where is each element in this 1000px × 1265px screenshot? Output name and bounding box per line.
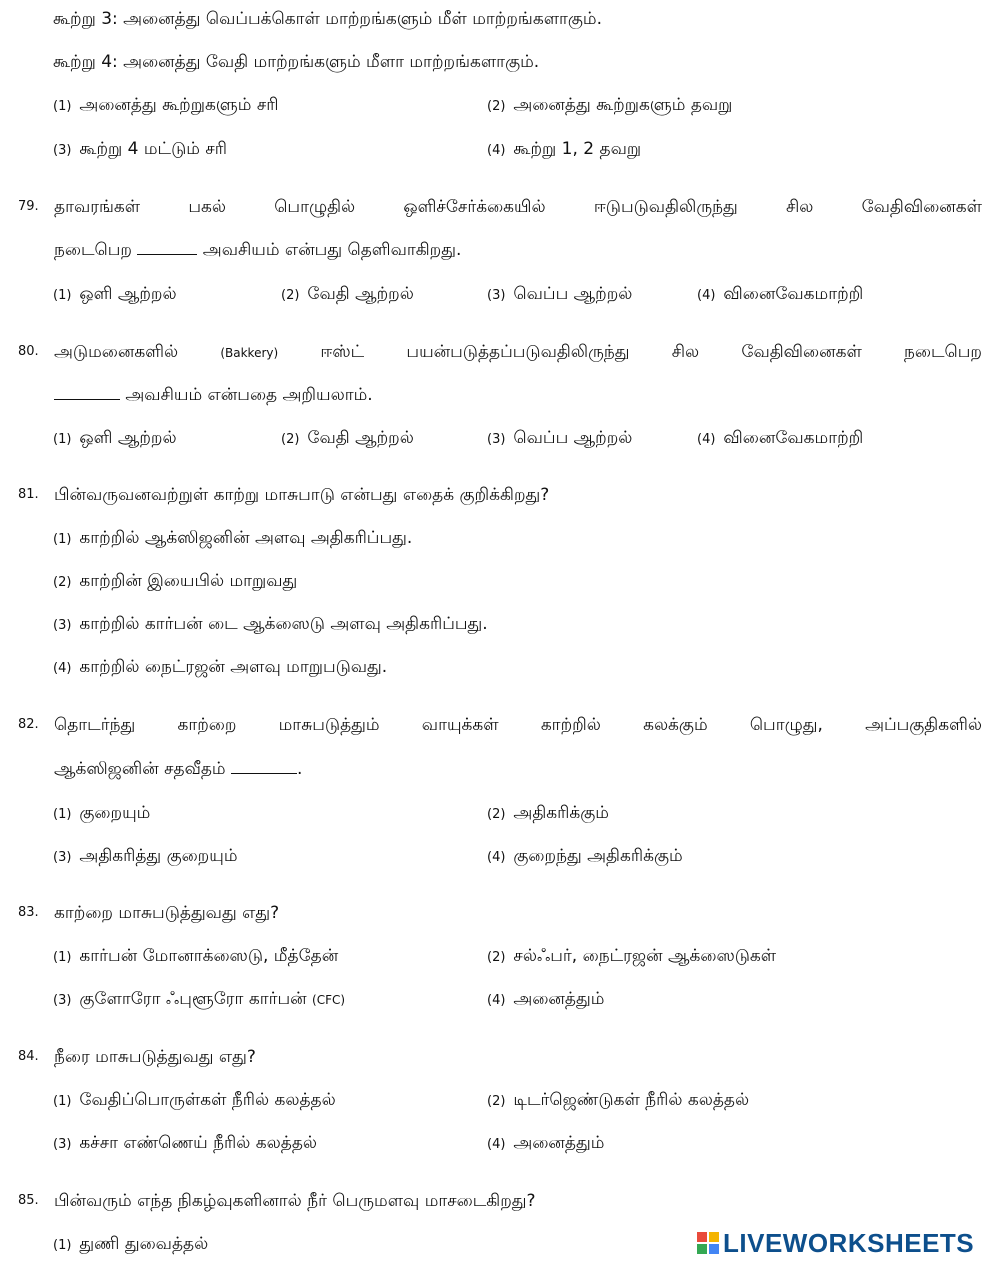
question-text: ஆக்ஸிஜனின் சதவீதம் bbox=[54, 759, 226, 779]
question-number: 81. bbox=[18, 487, 39, 502]
option[interactable]: (2) வேதி ஆற்றல் bbox=[281, 284, 414, 304]
option[interactable]: (4) காற்றில் நைட்ரஜன் அளவு மாறுபடுவது. bbox=[53, 657, 388, 677]
question-number: 84. bbox=[18, 1049, 39, 1064]
question-text: பின்வரும் எந்த நிகழ்வுகளினால் நீர் பெருமளவு மாசடைகிறது? bbox=[54, 1191, 536, 1211]
option[interactable]: (1) துணி துவைத்தல் bbox=[53, 1234, 209, 1254]
option[interactable]: (1) ஒளி ஆற்றல் bbox=[53, 428, 177, 448]
option[interactable]: (2) சல்ஃபர், நைட்ரஜன் ஆக்ஸைடுகள் bbox=[487, 946, 777, 966]
question-number: 79. bbox=[18, 199, 39, 214]
question-number: 83. bbox=[18, 905, 39, 920]
option[interactable]: (1) அனைத்து கூற்றுகளும் சரி bbox=[53, 95, 279, 115]
question-text: பின்வருவனவற்றுள் காற்று மாசுபாடு என்பது எதைக் குறிக்கிறது? bbox=[54, 485, 550, 505]
option[interactable]: (4) அனைத்தும் bbox=[487, 1133, 605, 1153]
question-text: காற்றை மாசுபடுத்துவது எது? bbox=[54, 903, 280, 923]
option[interactable]: (1) குறையும் bbox=[53, 803, 151, 823]
option[interactable]: (1) ஒளி ஆற்றல் bbox=[53, 284, 177, 304]
option[interactable]: (3) வெப்ப ஆற்றல் bbox=[487, 284, 633, 304]
option[interactable]: (4) குறைந்து அதிகரிக்கும் bbox=[487, 846, 683, 866]
question-number: 85. bbox=[18, 1193, 39, 1208]
option[interactable]: (3) குளோரோ ஃபுளூரோ கார்பன் (CFC) bbox=[53, 989, 346, 1009]
option[interactable]: (3) அதிகரித்து குறையும் bbox=[53, 846, 238, 866]
option[interactable]: (2) அதிகரிக்கும் bbox=[487, 803, 609, 823]
option[interactable]: (3) வெப்ப ஆற்றல் bbox=[487, 428, 633, 448]
option[interactable]: (4) கூற்று 1, 2 தவறு bbox=[487, 139, 642, 159]
question-text: அவசியம் என்பதை அறியலாம். bbox=[125, 385, 373, 405]
option[interactable]: (4) வினைவேகமாற்றி bbox=[697, 284, 864, 304]
statement-text: கூற்று 4: அனைத்து வேதி மாற்றங்களும் மீளா மாற்றங்களாகும். bbox=[53, 52, 540, 72]
option[interactable]: (1) வேதிப்பொருள்கள் நீரில் கலத்தல் bbox=[53, 1090, 336, 1110]
question-text: நீரை மாசுபடுத்துவது எது? bbox=[54, 1047, 256, 1067]
option[interactable]: (1) காற்றில் ஆக்ஸிஜனின் அளவு அதிகரிப்பது. bbox=[53, 528, 413, 548]
answer-blank[interactable] bbox=[54, 385, 120, 400]
option[interactable]: (2) காற்றின் இயைபில் மாறுவது bbox=[53, 571, 298, 591]
statement-text: கூற்று 3: அனைத்து வெப்பக்கொள் மாற்றங்களும் மீள் மாற்றங்களாகும். bbox=[53, 9, 603, 29]
question-text: அவசியம் என்பது தெளிவாகிறது. bbox=[202, 240, 462, 260]
option[interactable]: (4) வினைவேகமாற்றி bbox=[697, 428, 864, 448]
option[interactable]: (1) கார்பன் மோனாக்ஸைடு, மீத்தேன் bbox=[53, 946, 339, 966]
option[interactable]: (2) டிடர்ஜெண்டுகள் நீரில் கலத்தல் bbox=[487, 1090, 750, 1110]
question-text: தொடர்ந்து காற்றை மாசுபடுத்தும் வாயுக்கள் காற்றில் கலக்கும் பொழுது, அப்பகுதிகளில் bbox=[54, 715, 982, 735]
answer-blank[interactable] bbox=[137, 240, 197, 255]
option[interactable]: (3) கச்சா எண்ணெய் நீரில் கலத்தல் bbox=[53, 1133, 318, 1153]
liveworksheets-logo-icon bbox=[697, 1232, 719, 1254]
question-text: அடுமனைகளில் (Bakkery) ஈஸ்ட் பயன்படுத்தப்படுவதிலிருந்து சில வேதிவினைகள் நடைபெற bbox=[54, 342, 982, 362]
option[interactable]: (3) காற்றில் கார்பன் டை ஆக்ஸைடு அளவு அதிகரிப்பது. bbox=[53, 614, 488, 634]
answer-blank[interactable] bbox=[231, 759, 297, 774]
option[interactable]: (2) வேதி ஆற்றல் bbox=[281, 428, 414, 448]
liveworksheets-logo bbox=[697, 1227, 975, 1258]
logo-text: LIVEWORKSHEETS bbox=[723, 1227, 975, 1258]
question-text: தாவரங்கள் பகல் பொழுதில் ஒளிச்சேர்க்கையில் ஈடுபடுவதிலிருந்து சில வேதிவினைகள் bbox=[54, 197, 982, 217]
question-number: 82. bbox=[18, 717, 39, 732]
question-text: நடைபெற bbox=[54, 240, 132, 260]
option[interactable]: (2) அனைத்து கூற்றுகளும் தவறு bbox=[487, 95, 733, 115]
option[interactable]: (4) அனைத்தும் bbox=[487, 989, 605, 1009]
question-number: 80. bbox=[18, 344, 39, 359]
option[interactable]: (3) கூற்று 4 மட்டும் சரி bbox=[53, 139, 227, 159]
